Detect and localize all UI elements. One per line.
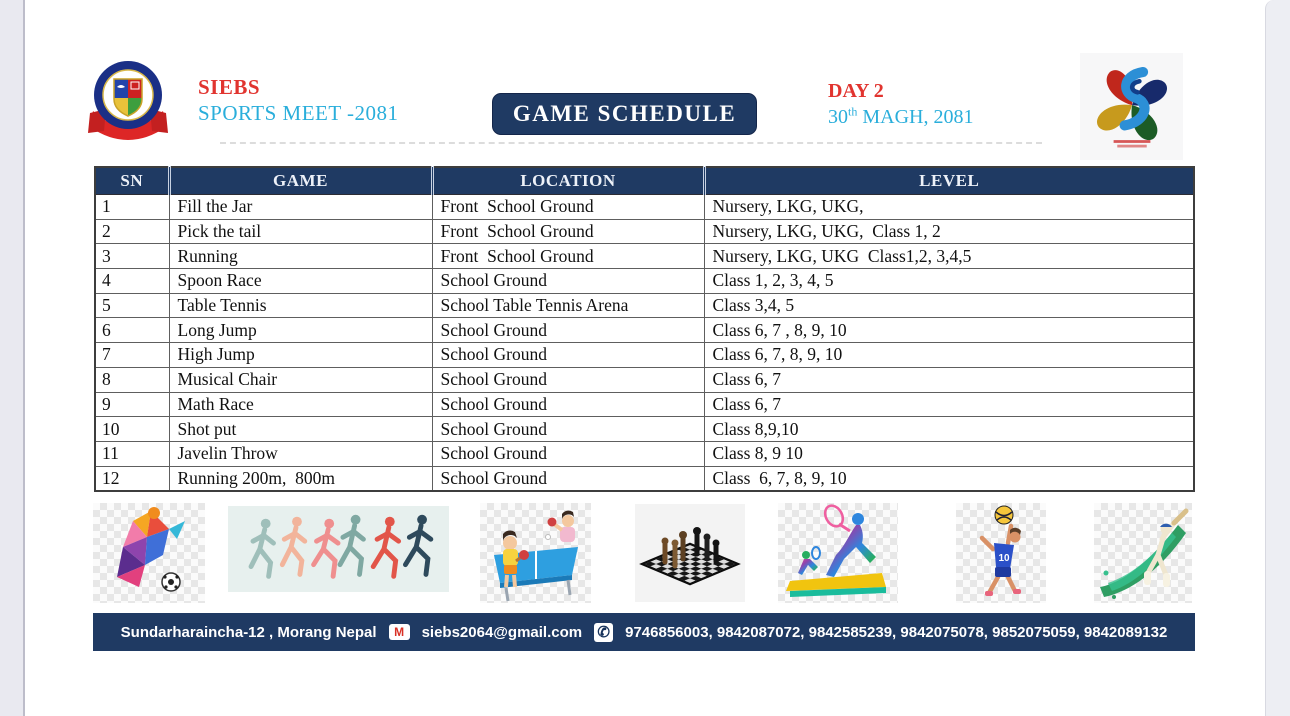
cell-sn: 3 xyxy=(95,244,169,269)
cell-level: Class 6, 7 xyxy=(704,392,1194,417)
game-schedule-badge xyxy=(492,93,757,135)
badminton-icon xyxy=(778,503,898,603)
cell-location: School Ground xyxy=(432,367,704,392)
cell-level: Class 6, 7 xyxy=(704,367,1194,392)
event-logo-icon xyxy=(1086,58,1178,156)
cell-location: Front School Ground xyxy=(432,219,704,244)
table-header-row xyxy=(95,167,1194,195)
cell-level: Class 6, 7, 8, 9, 10 xyxy=(704,343,1194,368)
cell-sn: 12 xyxy=(95,466,169,491)
cricket-art xyxy=(1094,503,1192,603)
cell-location: Front School Ground xyxy=(432,244,704,269)
cell-sn: 6 xyxy=(95,318,169,343)
cell-location: School Ground xyxy=(432,318,704,343)
cell-sn: 8 xyxy=(95,367,169,392)
cell-game: Table Tennis xyxy=(169,293,432,318)
table-row xyxy=(95,343,1194,368)
table-row xyxy=(95,244,1194,269)
table-row xyxy=(95,269,1194,294)
cell-sn: 1 xyxy=(95,195,169,220)
cell-level: Class 6, 7 , 8, 9, 10 xyxy=(704,318,1194,343)
cell-level: Class 8,9,10 xyxy=(704,417,1194,442)
volleyball-art xyxy=(956,503,1046,603)
football-player-art xyxy=(93,503,205,603)
cell-location: Front School Ground xyxy=(432,195,704,220)
cell-game: Shot put xyxy=(169,417,432,442)
table-row xyxy=(95,466,1194,491)
viewer-left-edge xyxy=(0,0,25,716)
header-cell-location: LOCATION xyxy=(432,167,704,195)
gmail-icon: M xyxy=(389,624,410,640)
cell-game: Musical Chair xyxy=(169,367,432,392)
table-tennis-icon xyxy=(480,503,591,603)
cell-sn: 11 xyxy=(95,441,169,466)
day-label: DAY 2 xyxy=(828,80,884,102)
cell-location: School Ground xyxy=(432,417,704,442)
cell-game: Pick the tail xyxy=(169,219,432,244)
cell-game: Javelin Throw xyxy=(169,441,432,466)
cell-level: Nursery, LKG, UKG Class1,2, 3,4,5 xyxy=(704,244,1194,269)
cell-location: School Ground xyxy=(432,392,704,417)
cricket-batsman-icon xyxy=(1094,503,1192,603)
header-cell-game: GAME xyxy=(169,167,432,195)
table-row xyxy=(95,441,1194,466)
table-row xyxy=(95,195,1194,220)
table-tennis-art xyxy=(480,503,591,603)
cell-game: High Jump xyxy=(169,343,432,368)
footer-bar xyxy=(93,613,1195,651)
cell-game: Running 200m, 800m xyxy=(169,466,432,491)
event-title: SPORTS MEET -2081 xyxy=(198,101,399,126)
cell-level: Class 8, 9 10 xyxy=(704,441,1194,466)
dashed-divider xyxy=(220,142,1042,144)
cell-level: Class 3,4, 5 xyxy=(704,293,1194,318)
school-abbr: SIEBS xyxy=(198,75,261,99)
header-cell-sn: SN xyxy=(95,167,169,195)
school-emblem-icon xyxy=(88,55,168,149)
volleyball-player-icon xyxy=(956,503,1046,603)
cell-game: Math Race xyxy=(169,392,432,417)
cell-sn: 10 xyxy=(95,417,169,442)
school-logo xyxy=(88,55,168,154)
cell-sn: 7 xyxy=(95,343,169,368)
cell-level: Nursery, LKG, UKG, xyxy=(704,195,1194,220)
table-row xyxy=(95,367,1194,392)
runners-art xyxy=(228,506,449,592)
table-row xyxy=(95,318,1194,343)
cell-location: School Ground xyxy=(432,441,704,466)
badminton-art xyxy=(778,503,898,603)
table-row xyxy=(95,219,1194,244)
cell-level: Nursery, LKG, UKG, Class 1, 2 xyxy=(704,219,1194,244)
chess-icon xyxy=(635,504,745,602)
schedule-table xyxy=(94,166,1195,492)
cell-location: School Ground xyxy=(432,343,704,368)
cell-sn: 2 xyxy=(95,219,169,244)
cell-game: Fill the Jar xyxy=(169,195,432,220)
game-schedule-title: GAME SCHEDULE xyxy=(512,101,737,126)
cell-game: Spoon Race xyxy=(169,269,432,294)
chess-art xyxy=(635,504,745,602)
date-label: 30th MAGH, 2081 xyxy=(828,104,974,128)
table-row xyxy=(95,293,1194,318)
address-text: Sundarharaincha-12 , Morang Nepal xyxy=(120,623,377,641)
football-player-icon xyxy=(93,503,205,603)
phone-numbers: 9746856003, 9842087072, 9842585239, 9842075078, 9852075059, 9842089132 xyxy=(625,623,1168,641)
runners-icon xyxy=(228,506,449,592)
cell-game: Long Jump xyxy=(169,318,432,343)
phone-icon: ✆ xyxy=(594,623,613,642)
header-cell-level: LEVEL xyxy=(704,167,1194,195)
cell-sn: 5 xyxy=(95,293,169,318)
table-row xyxy=(95,417,1194,442)
viewer-right-edge xyxy=(1265,0,1290,716)
cell-level: Class 6, 7, 8, 9, 10 xyxy=(704,466,1194,491)
cell-location: School Ground xyxy=(432,466,704,491)
event-logo xyxy=(1080,53,1183,160)
cell-game: Running xyxy=(169,244,432,269)
cell-level: Class 1, 2, 3, 4, 5 xyxy=(704,269,1194,294)
cell-location: School Table Tennis Arena xyxy=(432,293,704,318)
table-row xyxy=(95,392,1194,417)
title-block xyxy=(198,74,399,127)
email-text: siebs2064@gmail.com xyxy=(421,623,583,641)
day-block xyxy=(828,78,973,130)
cell-sn: 9 xyxy=(95,392,169,417)
svg-text:10: 10 xyxy=(998,553,1010,564)
cell-location: School Ground xyxy=(432,269,704,294)
cell-sn: 4 xyxy=(95,269,169,294)
